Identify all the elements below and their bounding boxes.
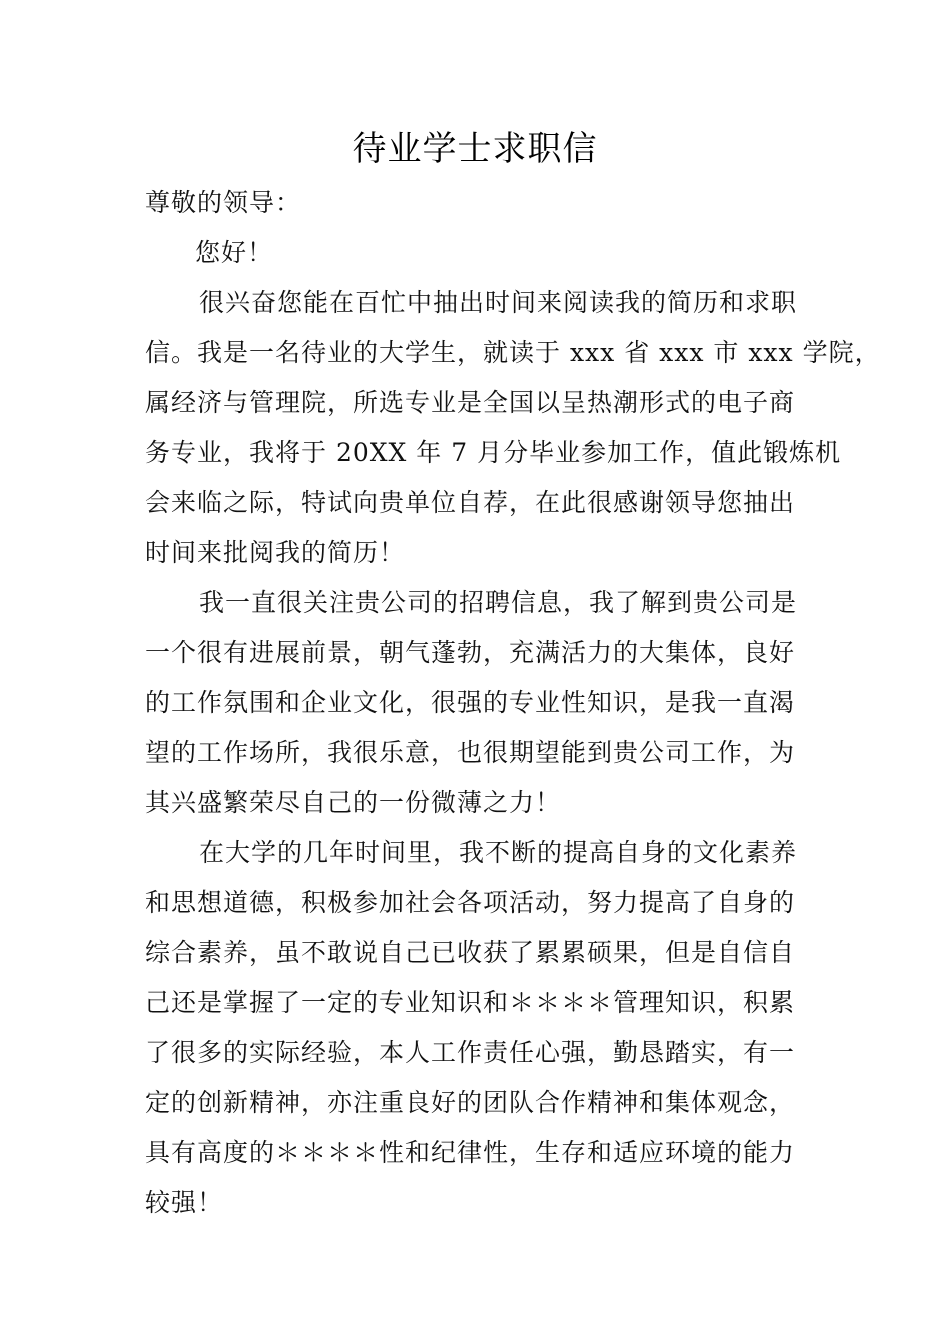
greeting <box>145 228 825 278</box>
paragraph-line: 信。我是一名待业的大学生，就读于 xxx 省 xxx 市 xxx 学院， <box>145 338 881 367</box>
paragraph-line: 在大学的几年时间里，我不断的提高自身的文化素养 <box>199 838 798 867</box>
greeting-line: 您好！ <box>195 238 274 267</box>
paragraph-line: 会来临之际，特试向贵单位自荐，在此很感谢领导您抽出 <box>145 488 796 517</box>
paragraph-line: 务专业，我将于 20XX 年 7 月分毕业参加工作，值此锻炼机 <box>145 438 842 467</box>
paragraph-2 <box>145 578 825 828</box>
paragraph-line: 一个很有进展前景，朝气蓬勃，充满活力的大集体，良好 <box>145 638 796 667</box>
paragraph-line: 时间来批阅我的简历！ <box>145 538 406 567</box>
paragraph-line: 很兴奋您能在百忙中抽出时间来阅读我的简历和求职 <box>199 288 798 317</box>
paragraph-line: 我一直很关注贵公司的招聘信息，我了解到贵公司是 <box>199 588 798 617</box>
salutation <box>145 178 825 228</box>
paragraph-line: 己还是掌握了一定的专业知识和＊＊＊＊管理知识，积累 <box>145 988 796 1017</box>
paragraph-line: 较强！ <box>145 1188 224 1217</box>
paragraph-3 <box>145 828 825 1228</box>
paragraph-line: 望的工作场所，我很乐意，也很期望能到贵公司工作，为 <box>145 738 796 767</box>
paragraph-line: 具有高度的＊＊＊＊性和纪律性，生存和适应环境的能力 <box>145 1138 796 1167</box>
document-title: 待业学士求职信 <box>352 129 598 169</box>
paragraph-line: 和思想道德，积极参加社会各项活动，努力提高了自身的 <box>145 888 796 917</box>
paragraph-line: 定的创新精神，亦注重良好的团队合作精神和集体观念， <box>145 1088 796 1117</box>
salutation-line: 尊敬的领导： <box>145 188 302 217</box>
letter-body <box>145 178 881 1228</box>
paragraph-1 <box>145 278 881 578</box>
paragraph-line: 的工作氛围和企业文化，很强的专业性知识，是我一直渴 <box>145 688 796 717</box>
paragraph-line: 综合素养，虽不敢说自己已收获了累累硕果，但是自信自 <box>145 938 796 967</box>
paragraph-line: 其兴盛繁荣尽自己的一份微薄之力！ <box>145 788 562 817</box>
paragraph-line: 了很多的实际经验，本人工作责任心强，勤恳踏实，有一 <box>145 1038 796 1067</box>
paragraph-line: 属经济与管理院，所选专业是全国以呈热潮形式的电子商 <box>145 388 796 417</box>
